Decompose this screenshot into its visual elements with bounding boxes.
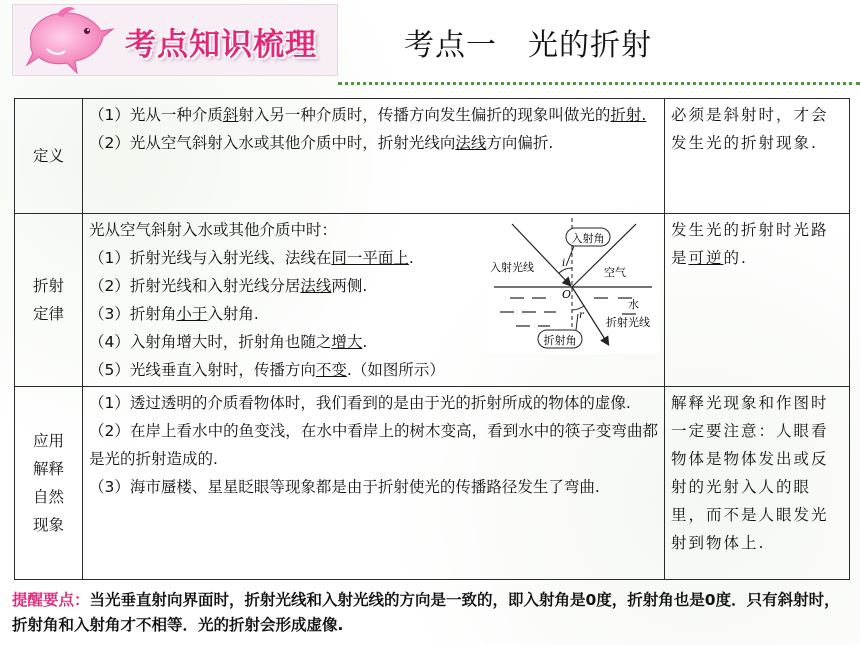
row-label-part: 定律 [32, 305, 64, 323]
page-title: 考点一 光的折射 [404, 28, 652, 63]
underlined-term: 小于 [176, 305, 208, 323]
content-line: （2）光从空气斜射入水或其他介质中时，折射光线向法线方向偏折. [89, 134, 554, 152]
row-label-part: 现象 [32, 516, 64, 534]
label-i: i [562, 258, 566, 269]
content-line: （1）光从一种介质斜射入另一种介质时，传播方向发生偏折的现象叫做光的折射. [89, 106, 647, 124]
label-incidence-angle: 入射角 [571, 232, 605, 245]
badge-text: 考点知识梳理 [125, 27, 317, 63]
content-line: （3）折射角小于入射角. [89, 305, 259, 323]
row-label-part: 应用 [32, 432, 64, 450]
row-label [15, 214, 83, 387]
underlined-term: 法线 [455, 134, 487, 152]
row-note: 发生光的折射时光路是可逆的. [665, 214, 850, 387]
underlined-term: 同一平面上 [331, 249, 409, 267]
content-line: （3）海市蜃楼、星星眨眼等现象都是由于折射使光的传播路径发生了弯曲. [89, 478, 600, 496]
content-line: （2）在岸上看水中的鱼变浅，在水中看岸上的树木变高，看到水中的筷子变弯曲都是光的折射造成的. [89, 422, 658, 468]
row-note: 解释光现象和作图时一定要注意：人眼看物体是物体发出或反射的光射入人的眼里，而不是人眼发光射到物体上. [665, 387, 850, 580]
reminder-text: 当光垂直射向界面时，折射光线和入射光线的方向是一致的，即入射角是0度，折射角也是0度．只有斜射时，折射角和入射角才不相等．光的折射会形成虚像. [12, 591, 840, 634]
title-rule [338, 82, 860, 85]
section-badge [12, 4, 338, 76]
refraction-diagram [486, 214, 660, 354]
content-line: （4）入射角增大时，折射角也随之增大. [89, 333, 368, 351]
underlined-term: 斜 [222, 106, 239, 124]
underlined-term: 不变 [315, 361, 347, 379]
table-row [15, 99, 850, 214]
refraction-table [14, 98, 850, 580]
content-line: （5）光线垂直入射时，传播方向不变.（如图所示） [89, 361, 445, 379]
label-air: 空气 [604, 266, 626, 279]
content-line: （2）折射光线和入射光线分居法线两侧. [89, 277, 368, 295]
row-label-part: 折射 [32, 277, 64, 295]
content-line: 光从空气斜射入水或其他介质中时： [89, 221, 338, 239]
label-incident-ray: 入射光线 [490, 261, 534, 274]
incident-ray [512, 224, 570, 285]
row-label [15, 387, 83, 580]
label-water: 水 [628, 298, 639, 311]
label-origin: O [562, 288, 572, 301]
reminder-label: 提醒要点： [12, 591, 90, 609]
row-label-part: 自然 [32, 488, 64, 506]
content-line: （1）折射光线与入射光线、法线在同一平面上. [89, 249, 414, 267]
underlined-term: 折射. [610, 106, 647, 124]
row-content [83, 387, 665, 580]
label-r: r [579, 310, 584, 321]
dolphin-icon [17, 5, 117, 77]
row-label: 定义 [15, 99, 83, 214]
table-row [15, 387, 850, 580]
label-refracted-ray: 折射光线 [606, 316, 650, 329]
incidence-arc [559, 268, 572, 273]
underlined-term: 增大 [331, 333, 363, 351]
underlined-term: 法线 [300, 277, 332, 295]
row-note: 必须是斜射时，才会发生光的折射现象. [665, 99, 850, 214]
table-row [15, 214, 850, 387]
row-label-part: 解释 [32, 460, 64, 478]
underlined-term: 可逆 [688, 249, 724, 267]
reminder-note [12, 588, 854, 638]
label-refraction-angle: 折射角 [543, 334, 577, 347]
content-line: （1）透过透明的介质看物体时，我们看到的是由于光的折射所成的物体的虚像. [89, 394, 631, 412]
row-content [83, 99, 665, 214]
